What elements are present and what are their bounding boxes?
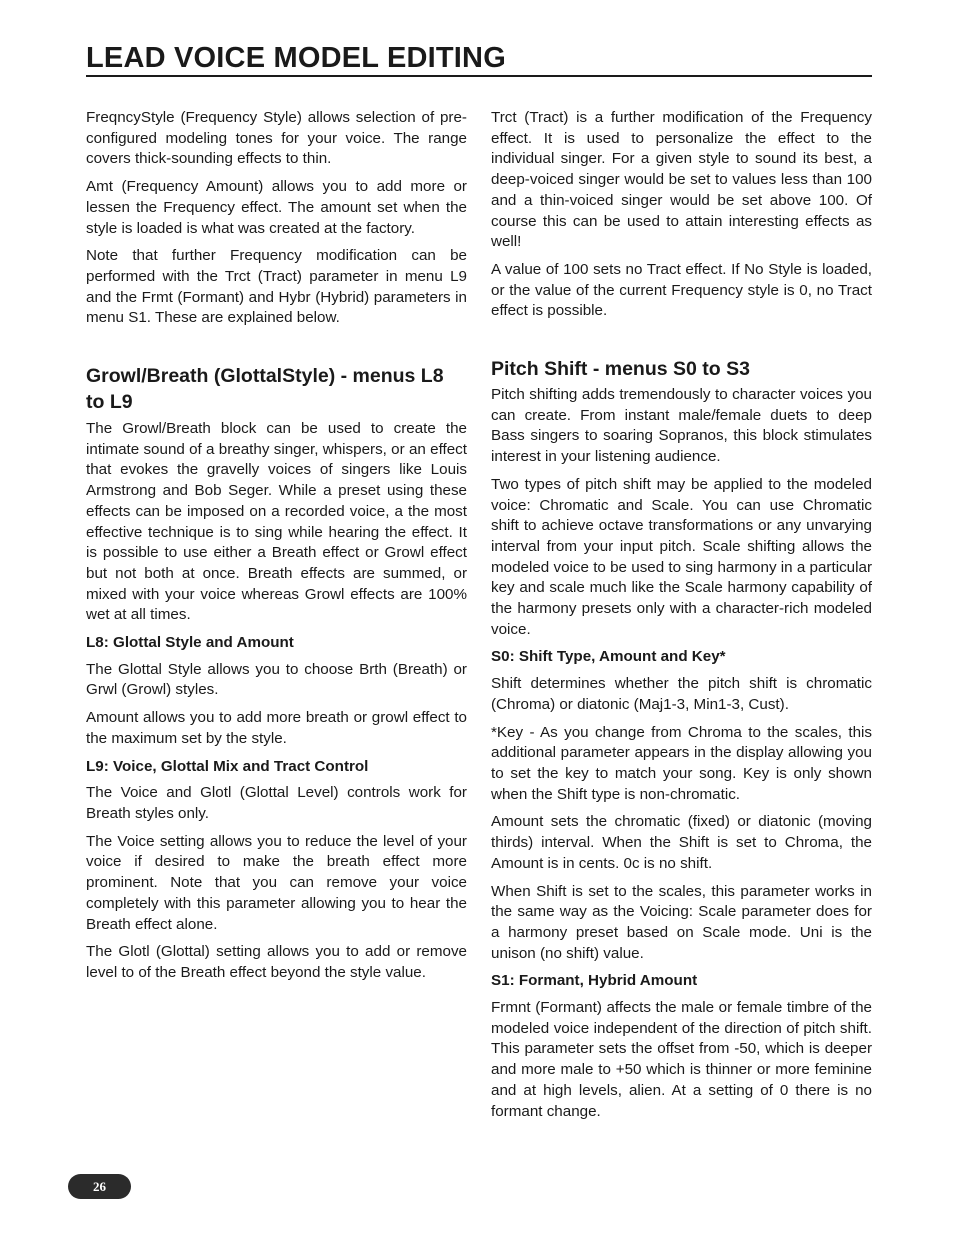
paragraph-l8-style: The Glottal Style allows you to choose Brth (Breath) or Grwl (Growl) styles.: [86, 660, 467, 699]
section-spacer: [491, 329, 872, 356]
paragraph-growl-breath: The Growl/Breath block can be used to create the intimate sound of a breathy singer, whispers, or an effect that evokes the gravelly voices of singers like Louis Armstrong and Bob Seger. While a preset using these effects can be imposed on a recorded voice, a the most effective technique is to sing while hearing the effect. It is possible to use either a Breath effect or Growl effect but not both at once. Breath effects are summed, or mixed with your voice whereas Growl effects are 100% wet at all times.: [86, 420, 467, 624]
heading-l8: L8: Glottal Style and Amount: [86, 634, 294, 652]
right-column: [491, 108, 872, 1129]
paragraph-freqncystyle: FreqncyStyle (Frequency Style) allows selection of pre-configured modeling tones for your voice. The range covers thick-sounding effects to thin.: [86, 109, 467, 168]
left-column: [86, 108, 467, 991]
paragraph-l9-glotl: The Glotl (Glottal) setting allows you to add or remove level to of the Breath effect beyond the style value.: [86, 943, 467, 981]
paragraph-l9-controls: The Voice and Glotl (Glottal Level) controls work for Breath styles only.: [86, 784, 467, 822]
heading-growl-breath: Growl/Breath (GlottalStyle) - menus L8 to L9: [86, 365, 444, 414]
paragraph-s0-amount: Amount sets the chromatic (fixed) or diatonic (moving thirds) interval. When the Shift is set to Chroma, the Amount is in cents. 0c is no shift.: [491, 813, 872, 872]
paragraph-s0-scales: When Shift is set to the scales, this parameter works in the same way as the Voicing: Scale parameter does for a harmony preset based on Scale mode. Uni is the unison (no shift) value.: [491, 882, 872, 962]
paragraph-l8-amount: Amount allows you to add more breath or growl effect to the maximum set by the style.: [86, 709, 467, 747]
paragraph-s0-key: *Key - As you change from Chroma to the scales, this additional parameter appears in the display allowing you to set the key to match your song. Key is only shown when the Shift type is non-chromatic.: [491, 723, 872, 803]
page-title: LEAD VOICE MODEL EDITING: [86, 42, 506, 74]
section-spacer: [86, 336, 467, 363]
paragraph-s0-shift: Shift determines whether the pitch shift is chromatic (Chroma) or diatonic (Maj1-3, Min1-3, Cust).: [491, 675, 872, 713]
heading-pitch-shift: Pitch Shift - menus S0 to S3: [491, 358, 750, 381]
page-number-badge: 26: [68, 1174, 131, 1199]
paragraph-frequency-note: Note that further Frequency modification can be performed with the Trct (Tract) parameter in menu L9 and the Frmt (Formant) and Hybr (Hybrid) parameters in menu S1. These are explained below.: [86, 247, 467, 327]
paragraph-tract-value: A value of 100 sets no Tract effect. If No Style is loaded, or the value of the current Frequency style is 0, no Tract effect is possible.: [491, 260, 872, 320]
heading-s0: S0: Shift Type, Amount and Key*: [491, 648, 726, 666]
heading-l9: L9: Voice, Glottal Mix and Tract Control: [86, 757, 369, 775]
paragraph-s1-formant: Frmnt (Formant) affects the male or female timbre of the modeled voice independent of the direction of pitch shift. This parameter sets the offset from -50, which is deeper and more male to +50 which is thinner or more feminine and at high levels, alien. At a setting of 0 there is no formant change.: [491, 999, 872, 1120]
title-rule: [86, 75, 872, 77]
paragraph-pitch-shift-intro: Pitch shifting adds tremendously to character voices you can create. From instant male/female duets to deep Bass singers to soaring Sopranos, this block stimulates interest in your listening audience.: [491, 386, 872, 466]
paragraph-l9-voice: The Voice setting allows you to reduce the level of your voice if desired to make the breath effect more prominent. Note that you can remove your voice completely with this parameter allowing you to hear the Breath effect alone.: [86, 832, 467, 933]
paragraph-trct: Trct (Tract) is a further modification of the Frequency effect. It is used to personalize the effect to the individual singer. For a given style to sound its best, a deep-voiced singer would be set to values less than 100 and a thin-voiced singer would be set above 100. Of course this can be used to attain interesting effects as well!: [491, 109, 872, 251]
heading-s1: S1: Formant, Hybrid Amount: [491, 972, 698, 990]
paragraph-amt: Amt (Frequency Amount) allows you to add more or lessen the Frequency effect. The amount set when the style is loaded is what was created at the factory.: [86, 178, 467, 237]
paragraph-pitch-shift-types: Two types of pitch shift may be applied to the modeled voice: Chromatic and Scale. You can use Chromatic shift to achieve octave transformations or any unvarying interval from your input pitch. Scale shifting allows the modeled voice to be used to sing harmony in a particular key and scale much like the Scale harmony capability of the harmony presets only with a character-rich modeled voice.: [491, 475, 872, 638]
